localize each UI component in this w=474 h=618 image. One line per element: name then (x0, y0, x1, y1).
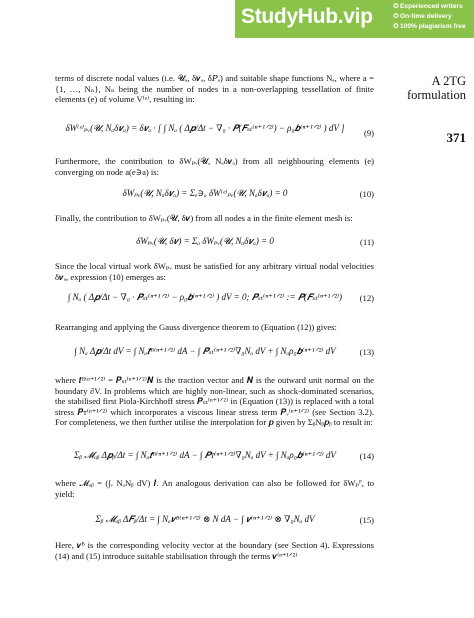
paragraph-4: Since the local virtual work δWₚᵥ must be satisfied for any arbitrary virtual nodal velocities δ𝒗ₐ, expression (10) emerges as: (55, 261, 374, 282)
section-heading (386, 74, 466, 102)
banner-feature-list (393, 2, 474, 32)
equation-number: (11) (360, 237, 374, 247)
star-check-icon: ✪ (393, 3, 399, 10)
paragraph-7: where 𝓜ₐᵦ = (∫ᵥ NₐNᵦ dV) 𝑰. An analogous derivation can also be followed for δWₚᴾ, to yield: (55, 478, 374, 499)
banner-feature: ✪On-time delivery (393, 13, 452, 20)
equation-number: (9) (363, 128, 374, 138)
banner-feature: ✪100% plagiarism free (393, 23, 466, 30)
equation-number: (13) (359, 347, 374, 357)
paragraph-5: Rearranging and applying the Gauss divergence theorem to (Equation (12)) gives: (55, 322, 337, 332)
equation-number: (10) (359, 189, 374, 199)
page-number: 371 (446, 130, 466, 145)
star-check-icon: ✪ (393, 23, 399, 30)
paragraph-2: Furthermore, the contribution to δWₚᵥ(𝓤, Nₐδ𝒗ₐ) from all neighbouring elements (e) converging on node a(e∋a) is: (55, 156, 374, 177)
section-title-line1: A 2TG (431, 74, 466, 88)
star-check-icon: ✪ (393, 13, 399, 20)
equation-number: (14) (359, 451, 374, 461)
section-title-line2: formulation (406, 88, 466, 102)
banner-logo[interactable]: StudyHub.vip (241, 5, 373, 28)
banner-feature: ✪Experienced writers (393, 3, 463, 10)
equation-number: (12) (359, 293, 374, 303)
paragraph-3: Finally, the contribution to δWₚᵥ(𝓤, δ𝒗) from all nodes a in the finite element mesh is: (55, 213, 353, 223)
paragraph-6: where 𝒕ᴮ⁽ⁿ⁺¹ᐟ²⁾ = 𝑷ₛₜ⁽ⁿ⁺¹ᐟ²⁾𝑵 is the traction vector and 𝑵 is the outward unit normal on the boundary ∂V. In problems which are highly non-linear, such as shock-dominated scenarios, the stabilised first Piola-Kirchhoff stress 𝑷ₛₜ⁽ⁿ⁺¹ᐟ²⁾ in (Equation (13)) is replaced with a total stress 𝑷ᴛ⁽ⁿ⁺¹ᐟ²⁾ which incorporates a viscous linear stress term 𝑷ᵥ⁽ⁿ⁺¹ᐟ²⁾ (see Section 3.2). For completeness, we then further utilise the interpolation for 𝒑 given by ΣᵦNᵦ𝒑ᵦ to result in: (55, 375, 374, 428)
equation-number: (15) (359, 515, 374, 525)
paragraph-8: Here, 𝒗ᴮ is the corresponding velocity vector at the boundary (see Section 4). Expressions (14) and (15) introduce suitable stabilisation through the terms 𝒗⁽ⁿ⁺¹ᐟ²⁾ (55, 540, 374, 561)
paragraph-1: terms of discrete nodal values (i.e. 𝓤ₐ, δ𝒗ₐ, δ𝑃ₐ) and suitable shape functions Nₐ, where a = {1, …, Nₙ}, Nₙ being the number of nodes in a non-overlapping tessellation of finite elements (e) of volume V⁽ᵉ⁾, resulting in: (55, 73, 374, 105)
